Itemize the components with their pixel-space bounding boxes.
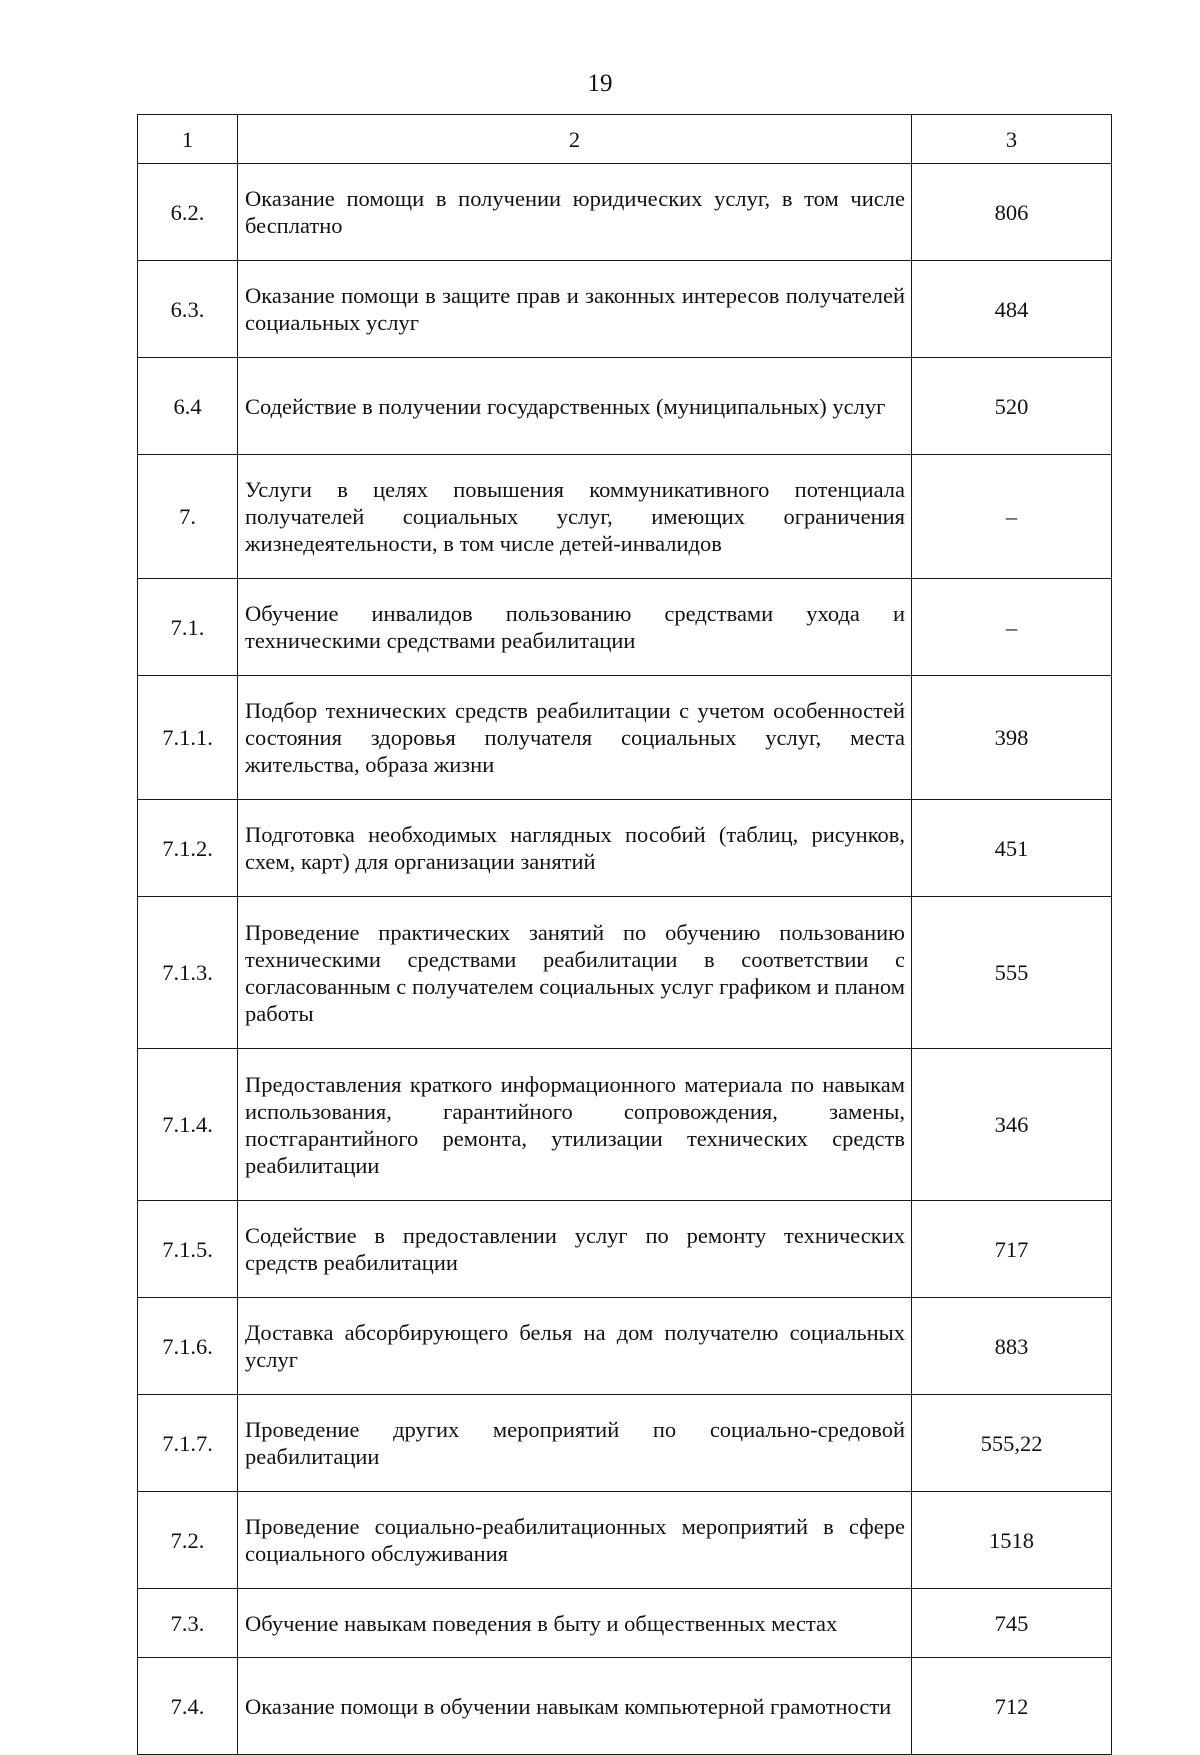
row-description-cell: Подготовка необходимых наглядных пособий (таблиц, рисунков, схем, карт) для организации занятий: [238, 800, 912, 897]
row-description-cell: Проведение социально-реабилитационных мероприятий в сфере социального обслуживания: [238, 1492, 912, 1589]
table-row: [138, 1201, 1112, 1298]
row-description-cell: Оказание помощи в получении юридических услуг, в том числе бесплатно: [238, 164, 912, 261]
table-header-row: [138, 115, 1112, 164]
row-number-cell: 7.1.5.: [138, 1201, 238, 1298]
row-description-cell: Обучение инвалидов пользованию средствами ухода и техническими средствами реабилитации: [238, 579, 912, 676]
row-value-cell: 398: [912, 676, 1112, 800]
table-row: [138, 1589, 1112, 1658]
header-cell-number: 1: [138, 115, 238, 164]
row-value-cell: 883: [912, 1298, 1112, 1395]
row-description-cell: Проведение практических занятий по обучению пользованию техническими средствами реабилитации в соответствии с согласованным с получателем социальных услуг графиком и планом работы: [238, 897, 912, 1049]
table-row: [138, 1492, 1112, 1589]
row-value-cell: 484: [912, 261, 1112, 358]
row-value-cell: –: [912, 455, 1112, 579]
table-row: [138, 358, 1112, 455]
table-row: [138, 261, 1112, 358]
header-cell-value: 3: [912, 115, 1112, 164]
row-description-cell: Оказание помощи в защите прав и законных интересов получателей социальных услуг: [238, 261, 912, 358]
row-value-cell: 555: [912, 897, 1112, 1049]
row-number-cell: 7.1.: [138, 579, 238, 676]
row-value-cell: 745: [912, 1589, 1112, 1658]
table-row: [138, 1049, 1112, 1201]
row-number-cell: 6.4: [138, 358, 238, 455]
header-cell-description: 2: [238, 115, 912, 164]
row-value-cell: 1518: [912, 1492, 1112, 1589]
row-number-cell: 7.3.: [138, 1589, 238, 1658]
row-description-cell: Оказание помощи в обучении навыкам компьютерной грамотности: [238, 1658, 912, 1755]
table-row: [138, 1658, 1112, 1755]
row-description-cell: Доставка абсорбирующего белья на дом получателю социальных услуг: [238, 1298, 912, 1395]
table-body: [138, 115, 1112, 1755]
table-row: [138, 579, 1112, 676]
row-number-cell: 6.3.: [138, 261, 238, 358]
row-value-cell: 712: [912, 1658, 1112, 1755]
services-table: [137, 114, 1112, 1755]
row-value-cell: 555,22: [912, 1395, 1112, 1492]
row-number-cell: 7.1.7.: [138, 1395, 238, 1492]
table-row: [138, 164, 1112, 261]
row-value-cell: 520: [912, 358, 1112, 455]
row-description-cell: Содействие в получении государственных (муниципальных) услуг: [238, 358, 912, 455]
row-description-cell: Услуги в целях повышения коммуникативного потенциала получателей социальных услуг, имеющих ограничения жизнедеятельности, в том числе детей-инвалидов: [238, 455, 912, 579]
row-description-cell: Подбор технических средств реабилитации с учетом особенностей состояния здоровья получателя социальных услуг, места жительства, образа жизни: [238, 676, 912, 800]
row-value-cell: –: [912, 579, 1112, 676]
table-row: [138, 1298, 1112, 1395]
row-number-cell: 6.2.: [138, 164, 238, 261]
row-number-cell: 7.1.6.: [138, 1298, 238, 1395]
table-row: [138, 897, 1112, 1049]
page-number: 19: [587, 70, 613, 97]
row-number-cell: 7.1.3.: [138, 897, 238, 1049]
row-value-cell: 451: [912, 800, 1112, 897]
row-number-cell: 7.: [138, 455, 238, 579]
row-description-cell: Обучение навыкам поведения в быту и общественных местах: [238, 1589, 912, 1658]
row-description-cell: Содействие в предоставлении услуг по ремонту технических средств реабилитации: [238, 1201, 912, 1298]
table-row: [138, 800, 1112, 897]
row-description-cell: Проведение других мероприятий по социально-средовой реабилитации: [238, 1395, 912, 1492]
row-number-cell: 7.1.1.: [138, 676, 238, 800]
row-value-cell: 346: [912, 1049, 1112, 1201]
row-value-cell: 806: [912, 164, 1112, 261]
row-description-cell: Предоставления краткого информационного материала по навыкам использования, гарантийного сопровождения, замены, постгарантийного ремонта, утилизации технических средств реабилитации: [238, 1049, 912, 1201]
row-number-cell: 7.1.2.: [138, 800, 238, 897]
row-value-cell: 717: [912, 1201, 1112, 1298]
row-number-cell: 7.4.: [138, 1658, 238, 1755]
table-row: [138, 455, 1112, 579]
row-number-cell: 7.1.4.: [138, 1049, 238, 1201]
row-number-cell: 7.2.: [138, 1492, 238, 1589]
table-row: [138, 676, 1112, 800]
table-row: [138, 1395, 1112, 1492]
